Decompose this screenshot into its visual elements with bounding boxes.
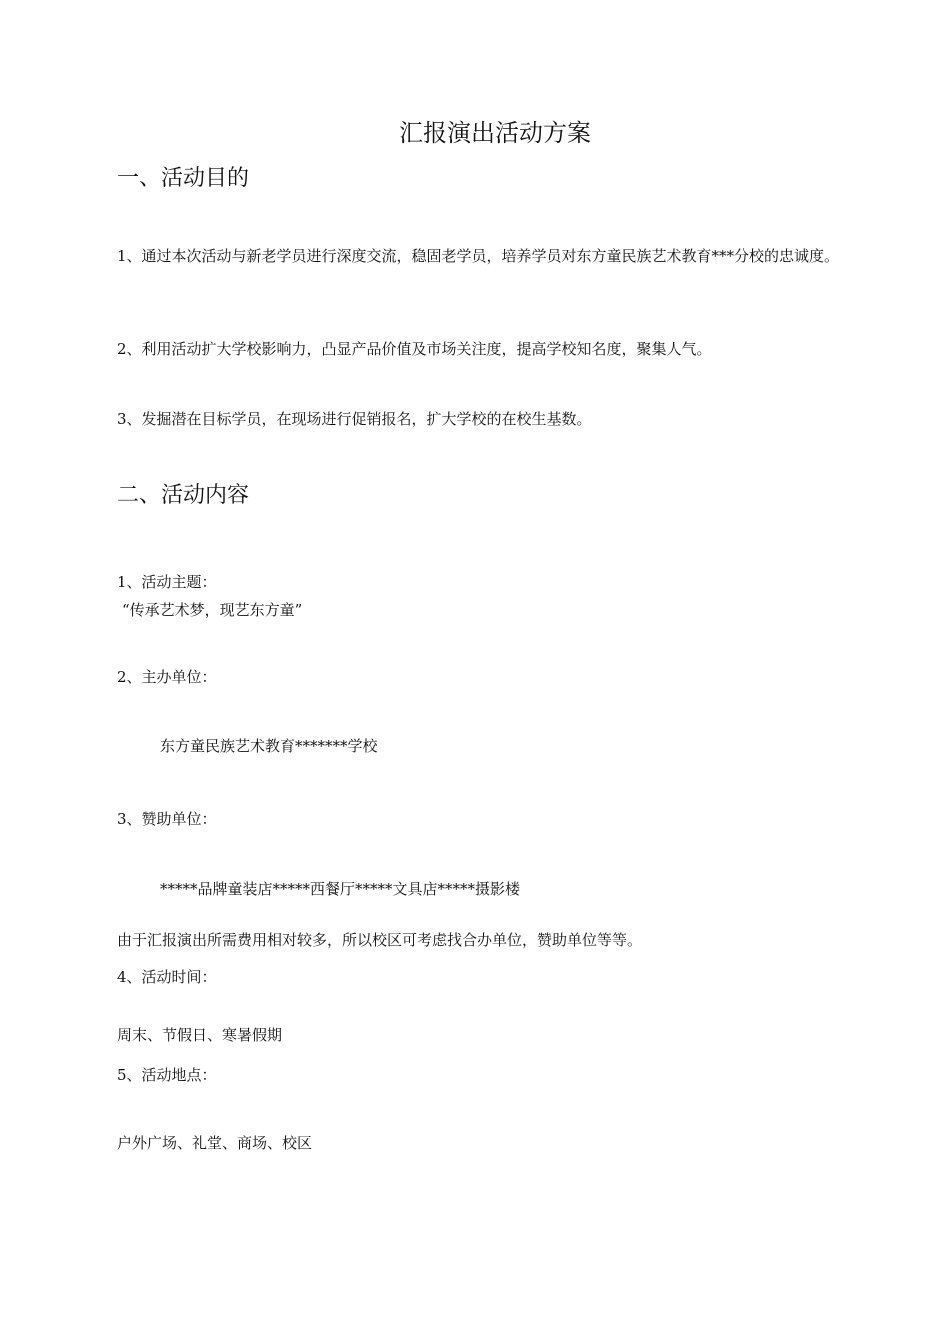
sponsor-label: 3、赞助单位： [117,810,217,828]
time-label: 4、活动时间： [117,968,217,986]
section-heading-content: 二、活动内容 [117,483,250,508]
host-value: 东方童民族艺术教育*******学校 [160,737,378,755]
purpose-item-3: 3、发掘潜在目标学员，在现场进行促销报名，扩大学校的在校生基数。 [117,410,592,428]
document-title: 汇报演出活动方案 [399,119,591,147]
time-value: 周末、节假日、寒暑假期 [117,1026,283,1044]
place-label: 5、活动地点： [117,1066,217,1084]
place-value: 户外广场、礼堂、商场、校区 [117,1134,313,1152]
sponsor-note: 由于汇报演出所需费用相对较多，所以校区可考虑找合办单位，赞助单位等等。 [117,931,643,949]
theme-label: 1、活动主题： [117,573,217,591]
section-heading-purpose: 一、活动目的 [117,166,250,191]
sponsor-value: *****品牌童装店*****西餐厅*****文具店*****摄影楼 [160,880,521,898]
purpose-item-2: 2、利用活动扩大学校影响力，凸显产品价值及市场关注度，提高学校知名度，聚集人气。 [117,340,712,358]
purpose-item-1: 1、通过本次活动与新老学员进行深度交流，稳固老学员，培养学员对东方童民族艺术教育***分校的忠诚度。 [117,247,840,265]
theme-value: “传承艺术梦，现艺东方童” [122,601,303,619]
host-label: 2、主办单位： [117,668,217,686]
